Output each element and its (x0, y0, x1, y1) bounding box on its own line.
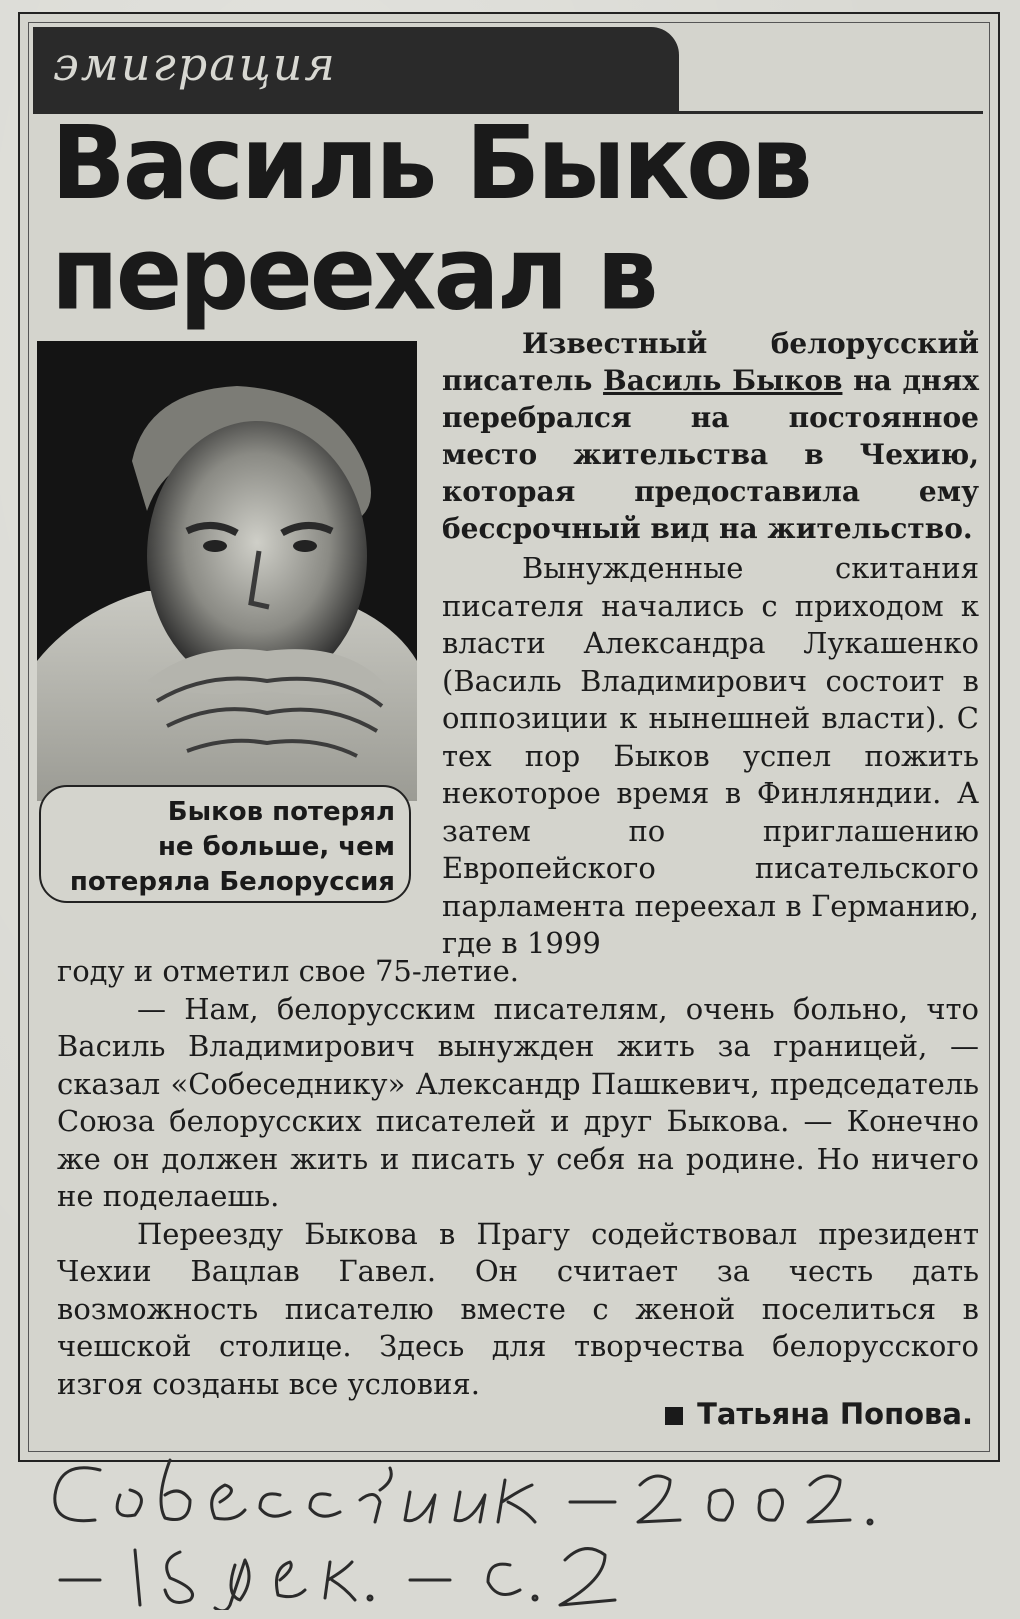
body-paragraph-3: Переезду Быкова в Прагу содействовал президент Чехии Вацлав Гавел. Он считает за честь дать возможность писателю вместе с женой поселиться в чешской столице. Здесь для творчества белорусского изгоя созданы все условия. (57, 1216, 979, 1401)
handwritten-source-note (40, 1440, 1000, 1610)
photo-caption-line-1: Быков потерял (167, 797, 395, 827)
body-paragraph-1-continued: году и отметил свое 75-летие. (57, 954, 520, 988)
body-paragraph-1: Вынужденные скитания писателя начались с приходом к власти Александра Лукашенко (Василь Владимирович состоит в оппозиции к нынешней власти). С тех пор Быков успел пожить некоторое время в Финляндии. А затем по приглашению Европейского писательского парламента переехал в Германию, где в 1999 (442, 551, 979, 960)
author-name: Татьяна Попова. (697, 1397, 973, 1431)
photo-caption (45, 795, 395, 900)
lead-author-name: Василь Быков (603, 364, 843, 397)
body-paragraph-2-quote: — Нам, белорусским писателям, очень больно, что Василь Владимирович вынужден жить за границей, — сказал «Собеседнику» Александр Пашкевич, председатель Союза белорусских писателей и друг Быкова. — Конечно же он должен жить и писать у себя на родине. Но ничего не поделаешь. (57, 991, 979, 1213)
portrait-image (37, 341, 417, 801)
newspaper-clipping (18, 12, 1000, 1462)
body-text-full-width (57, 953, 979, 1403)
clipping-frame (28, 22, 990, 1452)
rubric-label: эмиграция (53, 37, 337, 91)
photo-caption-line-2: не больше, чем (157, 832, 395, 862)
photo-caption-line-3: потеряла Белоруссия (69, 867, 395, 897)
photo-caption-box (39, 785, 411, 903)
lead-paragraph (442, 325, 979, 547)
byline-square-icon (665, 1407, 683, 1425)
headline-line-1: Василь Быков (51, 104, 810, 224)
lead-text-end: на днях перебрался на постоянное место жительства в Чехию, которая предоставила ему бессрочный вид на жительство. (442, 364, 979, 545)
rubric-banner (33, 27, 679, 111)
headline-line-2: переехал в (51, 214, 656, 334)
author-byline (665, 1397, 973, 1431)
handwritten-note-image (40, 1440, 1000, 1610)
lead-text-start: Известный белорусский писатель (442, 327, 979, 397)
author-portrait-photo (37, 341, 417, 801)
